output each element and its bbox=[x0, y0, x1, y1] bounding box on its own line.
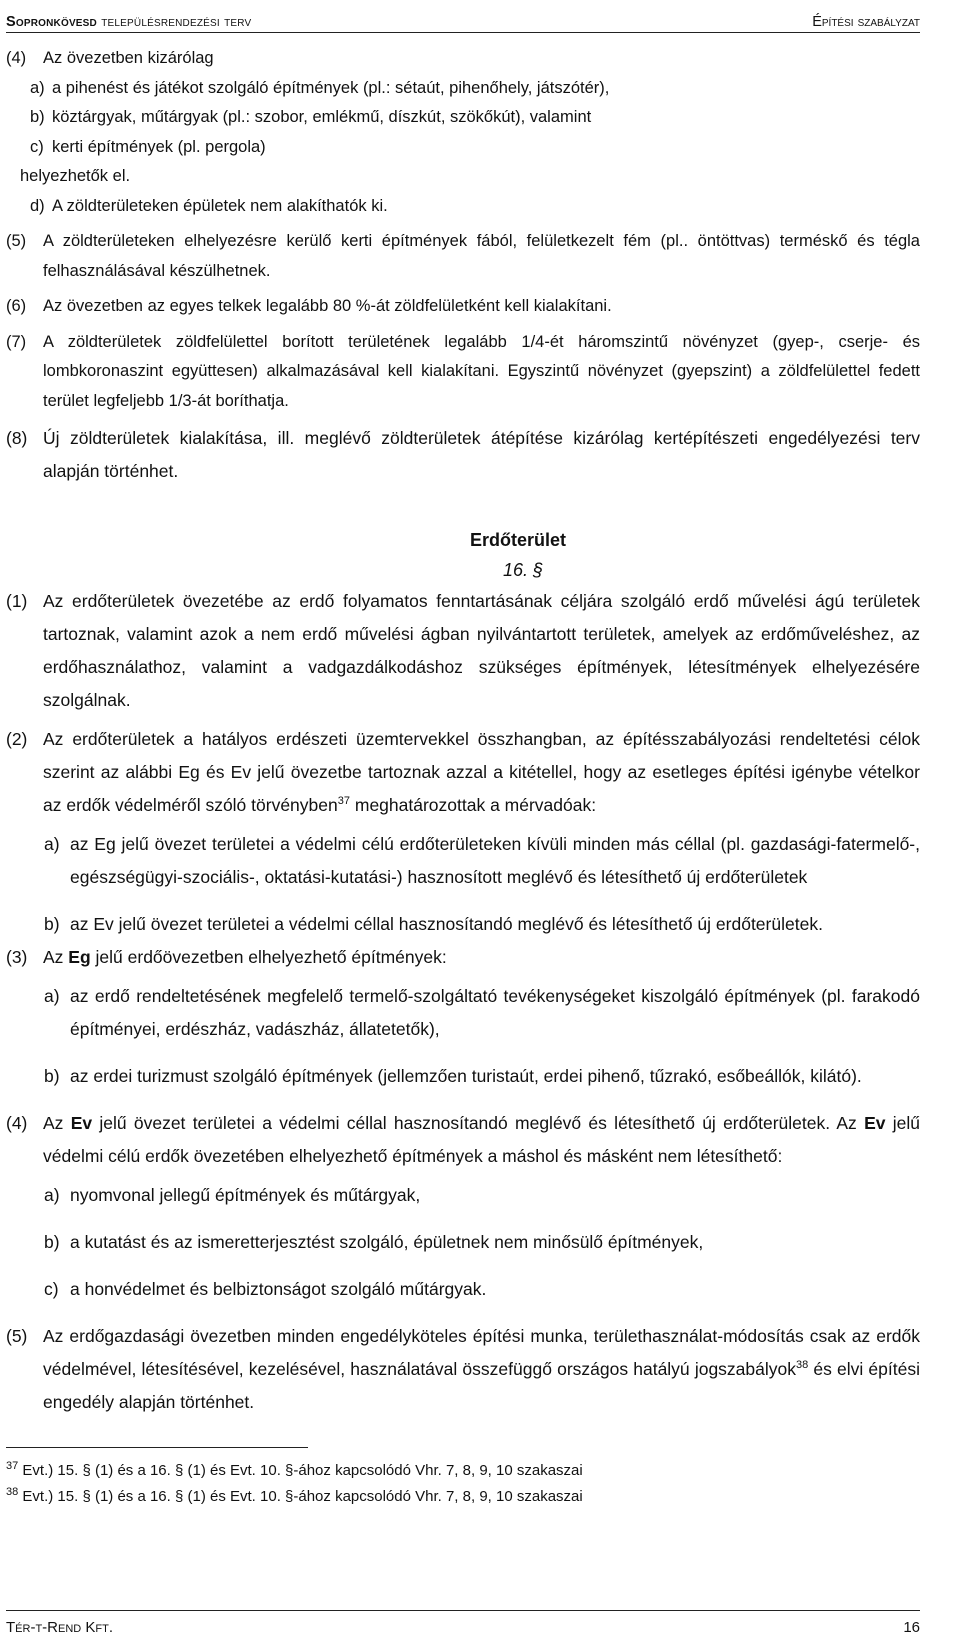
paragraph-text bbox=[43, 1320, 920, 1419]
spacer bbox=[6, 1306, 920, 1320]
paragraph-number: (2) bbox=[6, 729, 28, 749]
list-marker: a) bbox=[44, 834, 60, 854]
paragraph-text: Új zöldterületek kialakítása, ill. meglévő zöldterületek átépítése kizárólag kertépítészeti engedélyezési terv alapján történhet. bbox=[43, 428, 920, 481]
paragraph-e2 bbox=[6, 723, 920, 822]
list-item bbox=[6, 1226, 920, 1259]
list-text: köztárgyak, műtárgyak (pl.: szobor, emlékmű, díszkút, szökőkút), valamint bbox=[52, 108, 592, 126]
header-right: Építési szabályzat bbox=[812, 14, 920, 30]
list-text: kerti építmények (pl. pergola) bbox=[52, 137, 266, 156]
paragraph-text: Az erdőterületek övezetébe az erdő folyamatos fenntartásának céljára szolgáló erdő művelési ágú területek tartoznak, valamint azok a nem erdő művelési ágban nyilvántartott területek, amelyek az erdőműveléshez, az erdőhasználathoz, valamint a vadgazdálkodáshoz szükséges építmények, létesítmények elhelyezésére szolgálnak. bbox=[43, 591, 920, 710]
list-text: az Eg jelű övezet területei a védelmi célú erdőterületeken kívüli minden más céllal (pl. gazdasági-fatermelő-, egészségügyi-szociális-, oktatási-kutatási-) hasznosított meglévő és létesíthető új erdőterületek bbox=[70, 834, 920, 887]
list-text: a pihenést és játékot szolgáló építmények (pl.: sétaút, pihenőhely, játszótér), bbox=[52, 78, 610, 97]
section-heading: Erdőterület bbox=[469, 530, 566, 550]
list-text: a kutatást és az ismeretterjesztést szolgáló, épületnek nem minősülő építmények, bbox=[70, 1232, 704, 1252]
paragraph-e4 bbox=[6, 1107, 920, 1173]
paragraph-8 bbox=[6, 422, 920, 488]
list-text: az Ev jelű övezet területei a védelmi céllal hasznosítandó meglévő és létesíthető új erdőterületek. bbox=[70, 914, 823, 934]
header-left bbox=[6, 14, 251, 30]
page-footer bbox=[6, 1610, 920, 1636]
spacer bbox=[6, 1046, 920, 1060]
spacer bbox=[6, 1093, 920, 1107]
list-item bbox=[6, 828, 920, 894]
paragraph-text bbox=[43, 1107, 920, 1173]
list-item bbox=[6, 133, 920, 163]
list-marker: b) bbox=[44, 914, 60, 934]
paragraph-number: (5) bbox=[6, 1326, 28, 1346]
paragraph-text: Az övezetben kizárólag bbox=[43, 49, 214, 67]
list-marker: c) bbox=[44, 1279, 59, 1299]
list-marker: d) bbox=[30, 196, 45, 215]
list-text: A zöldterületeken épületek nem alakíthatók ki. bbox=[52, 196, 388, 215]
zone-code: Ev bbox=[864, 1113, 886, 1133]
text-run: Az bbox=[43, 947, 69, 967]
paragraph-5 bbox=[6, 227, 920, 286]
text-run: jelű övezet területei a védelmi céllal hasznosítandó meglévő és létesíthető új erdőterületek. Az bbox=[92, 1113, 865, 1133]
paragraph-text bbox=[43, 723, 920, 822]
list-text: a honvédelmet és belbiztonságot szolgáló műtárgyak. bbox=[70, 1279, 487, 1299]
paragraph-number: (4) bbox=[6, 1113, 28, 1133]
text-run: Az bbox=[43, 1113, 71, 1133]
list-marker: b) bbox=[30, 108, 45, 126]
list-item bbox=[6, 1060, 920, 1093]
paragraph-e1 bbox=[6, 585, 920, 717]
list-marker: a) bbox=[44, 986, 60, 1006]
text-run: Az erdőgazdasági övezetben minden engedélyköteles építési munka, területhasználat-módosítás csak az erdők védelmével, létesítésével, kezelésével, használatával összefüggő országos hatályú jogszabályok bbox=[43, 1326, 920, 1379]
paragraph-4 bbox=[6, 44, 920, 74]
footnote bbox=[6, 1488, 583, 1505]
zone-code: Ev bbox=[70, 1113, 93, 1133]
footnote-number: 38 bbox=[6, 1486, 19, 1498]
paragraph-6 bbox=[6, 292, 920, 322]
list-marker: b) bbox=[44, 1066, 60, 1086]
footnote-text: Evt.) 15. § (1) és a 16. § (1) és Evt. 10. §-ához kapcsolódó Vhr. 7, 8, 9, 10 szakaszai bbox=[18, 1488, 583, 1505]
text-run: jelű erdőövezetben elhelyezhető építmények: bbox=[90, 947, 447, 967]
paragraph-number: (6) bbox=[6, 297, 27, 315]
footnote-separator bbox=[6, 1447, 308, 1448]
spacer bbox=[6, 1212, 920, 1226]
spacer bbox=[6, 488, 920, 526]
footnote-text: Evt.) 15. § (1) és a 16. § (1) és Evt. 10. §-ához kapcsolódó Vhr. 7, 8, 9, 10 szakaszai bbox=[18, 1462, 583, 1479]
paragraph-e5 bbox=[6, 1320, 920, 1419]
footnote bbox=[6, 1462, 583, 1479]
list-item bbox=[6, 74, 920, 104]
section-number-text: 16. bbox=[502, 559, 528, 580]
paragraph-number: (8) bbox=[6, 428, 28, 448]
header-title-bold: Sopronkövesd bbox=[6, 14, 97, 30]
page-number: 16 bbox=[903, 1619, 920, 1636]
list-item bbox=[6, 103, 920, 133]
list-marker: a) bbox=[44, 1185, 60, 1205]
zone-code: Eg bbox=[68, 947, 91, 967]
list-marker: a) bbox=[30, 78, 45, 97]
paragraph-number: (4) bbox=[6, 49, 27, 67]
list-item bbox=[6, 192, 920, 222]
paragraph-e3 bbox=[6, 941, 920, 974]
section-16-body bbox=[6, 585, 920, 1419]
text-run: jelű védelmi célú erdők övezetében elhelyezhető építmények a máshol és másként nem létesíthető: bbox=[43, 1113, 920, 1166]
list-text: az erdei turizmust szolgáló építmények (jellemzően turistaút, erdei pihenő, tűzrakó, esőbeállók, kilátó). bbox=[70, 1066, 862, 1086]
footnote-number: 37 bbox=[6, 1460, 19, 1472]
paragraph-number: (7) bbox=[6, 332, 27, 351]
paragraph-text: A zöldterületek zöldfelülettel borított területének legalább 1/4-ét háromszintű növényzet (gyep-, cserje- és lombkoronaszint együttesen) alkalmazásával kell kialakítani. Egyszintű növényzet (gyepszint) a zöldfelülettel fedett terület legfeljebb 1/3-át boríthatja. bbox=[43, 332, 920, 410]
paragraph-text bbox=[43, 941, 920, 974]
spacer bbox=[6, 1259, 920, 1273]
list-item bbox=[6, 908, 920, 941]
list-item bbox=[6, 1273, 920, 1306]
paragraph-text: Az övezetben az egyes telkek legalább 80 %-át zöldfelületként kell kialakítani. bbox=[43, 297, 612, 315]
page-header bbox=[6, 6, 920, 33]
footnote-ref[interactable]: 38 bbox=[796, 1359, 809, 1372]
text-block-top bbox=[6, 44, 920, 1419]
header-title-rest: településrendezési terv bbox=[101, 14, 252, 30]
section-number bbox=[6, 556, 920, 586]
paragraph-outro: helyezhetők el. bbox=[20, 167, 131, 185]
text-run: Az erdőterületek a hatályos erdészeti üzemtervekkel összhangban, az építésszabályozási rendeltetési célok szerint az alábbi Eg és Ev jelű övezetbe tartoznak azzal a kitétellel, hogy az esetleges építési igénybe vételkor az erdők védelméről szóló törvényben bbox=[43, 729, 920, 815]
paragraph-7 bbox=[6, 328, 920, 417]
footnote-ref[interactable]: 37 bbox=[337, 795, 350, 808]
list-text: az erdő rendeltetésének megfelelő termelő-szolgáltató tevékenységeket kiszolgáló építmények (pl. farakodó építményei, erdészház, vadászház, állatetetők), bbox=[70, 986, 920, 1039]
text-run: meghatározottak a mérvadóak: bbox=[350, 795, 597, 815]
paragraph-text: A zöldterületeken elhelyezésre kerülő kerti építmények fából, felületkezelt fém (pl.. öntöttvas) terméskő és tégla felhasználásával készülhetnek. bbox=[43, 232, 920, 280]
paragraph-number: (5) bbox=[6, 232, 27, 250]
paragraph-number: (1) bbox=[6, 591, 28, 611]
paragraph-number: (3) bbox=[6, 947, 28, 967]
text-run: és elvi építési engedély alapján történhet. bbox=[43, 1359, 920, 1412]
list-text: nyomvonal jellegű építmények és műtárgyak, bbox=[70, 1185, 421, 1205]
list-item bbox=[6, 980, 920, 1046]
list-marker: b) bbox=[44, 1232, 60, 1252]
section-sign: § bbox=[533, 559, 544, 580]
list-marker: c) bbox=[30, 137, 44, 156]
list-item bbox=[6, 1179, 920, 1212]
spacer bbox=[6, 894, 920, 908]
footer-company: Tér-t-Rend Kft. bbox=[6, 1619, 113, 1636]
